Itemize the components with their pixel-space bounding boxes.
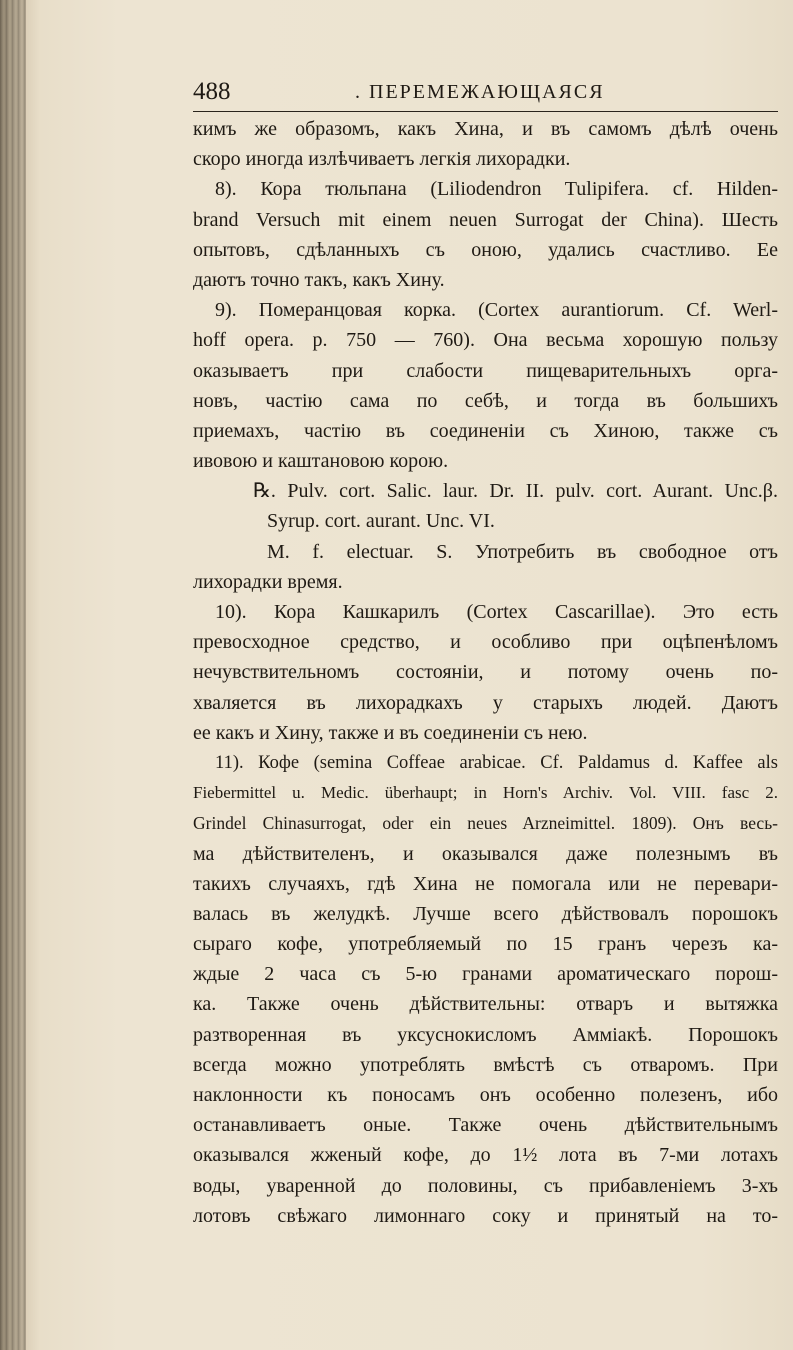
text-line: всегда можно употреблять вмѣстѣ съ отваромъ. При: [193, 1053, 778, 1076]
text-line: нечувствительномъ состояніи, и потому очень по-: [193, 661, 778, 684]
text-line: превосходное средство, и особливо при оцѣпенѣломъ: [193, 631, 778, 654]
text-line: сыраго кофе, употребляемый по 15 гранъ черезъ ка-: [193, 933, 778, 956]
text-line: лотовъ свѣжаго лимоннаго соку и принятый на то-: [193, 1204, 778, 1227]
running-head: [193, 78, 753, 112]
text-line: опытовъ, сдѣланныхъ съ оною, удались счастливо. Ее: [193, 238, 778, 261]
text-line: воды, уваренной до половины, съ прибавленіемъ 3-хъ: [193, 1174, 778, 1197]
header-rule: [193, 111, 778, 112]
prescription-line: M. f. electuar. S. Употребить въ свободное отъ: [267, 540, 778, 563]
text-line: ма дѣйствителенъ, и оказывался даже полезнымъ въ: [193, 842, 778, 865]
text-line: ее какъ и Хину, также и въ соединеніи съ нею.: [193, 721, 588, 744]
book-spine-edge: [0, 0, 26, 1350]
text-line: оказываетъ при слабости пищеварительныхъ орга-: [193, 359, 778, 382]
text-line: такихъ случаяхъ, гдѣ Хина не помогала или не перевари-: [193, 872, 778, 895]
text-line: лихорадки время.: [193, 570, 343, 593]
body-text: [193, 114, 778, 1231]
page-number: 488: [193, 78, 231, 105]
text-line: ивовою и каштановою корою.: [193, 450, 449, 473]
text-line: Grindel Chinasurrogat, oder ein neues Arzneimittel. 1809). Онъ весь-: [193, 813, 778, 834]
text-line: 8). Кора тюльпана (Liliodendron Tulipifera. cf. Hilden-: [215, 178, 778, 201]
text-line: даютъ точно такъ, какъ Хину.: [193, 268, 445, 291]
text-line: 11). Кофе (semina Coffeae arabicae. Cf. Paldamus d. Kaffee als: [215, 752, 778, 773]
text-line: валась въ желудкѣ. Лучше всего дѣйствовалъ порошокъ: [193, 902, 778, 925]
text-line: ждые 2 часа съ 5-ю гранами ароматическаго порош-: [193, 963, 778, 986]
text-line: хваляется въ лихорадкахъ у старыхъ людей. Даютъ: [193, 691, 778, 714]
prescription-line: Syrup. cort. aurant. Unc. VI.: [267, 510, 495, 533]
text-line: ка. Также очень дѣйствительны: отваръ и вытяжка: [193, 993, 778, 1016]
text-line: останавливаетъ оные. Также очень дѣйствительнымъ: [193, 1114, 778, 1137]
text-line: приемахъ, частію въ соединеніи съ Хиною, также съ: [193, 419, 778, 442]
running-head-title: . ПЕРЕМЕЖАЮЩАЯСЯ: [355, 81, 605, 103]
text-line: скоро иногда излѣчиваетъ легкія лихорадки.: [193, 148, 571, 171]
text-line: наклонности къ поносамъ онъ особенно полезенъ, ибо: [193, 1084, 778, 1106]
text-line: новъ, частію сама по себѣ, и тогда въ большихъ: [193, 389, 778, 412]
text-line: Fiebermittel u. Medic. überhaupt; in Horn's Archiv. Vol. VIII. fasc 2.: [193, 783, 778, 803]
text-line: оказывался жженый кофе, до 1½ лота въ 7-ми лотахъ: [193, 1144, 778, 1167]
text-line: brand Versuch mit einem neuen Surrogat der China). Шесть: [193, 208, 778, 231]
text-line: hoff opera. p. 750 — 760). Она весьма хорошую пользу: [193, 329, 778, 352]
text-line: 10). Кора Кашкарилъ (Cortex Cascarillae). Это есть: [215, 601, 778, 623]
prescription-line: ℞. Pulv. cort. Salic. laur. Dr. II. pulv. cort. Aurant. Unc.β.: [253, 480, 778, 503]
text-line: разтворенная въ уксуснокисломъ Амміакѣ. Порошокъ: [193, 1023, 778, 1046]
text-line: кимъ же образомъ, какъ Хина, и въ самомъ дѣлѣ очень: [193, 118, 778, 140]
text-line: 9). Померанцовая корка. (Cortex aurantiorum. Cf. Werl-: [215, 299, 778, 322]
